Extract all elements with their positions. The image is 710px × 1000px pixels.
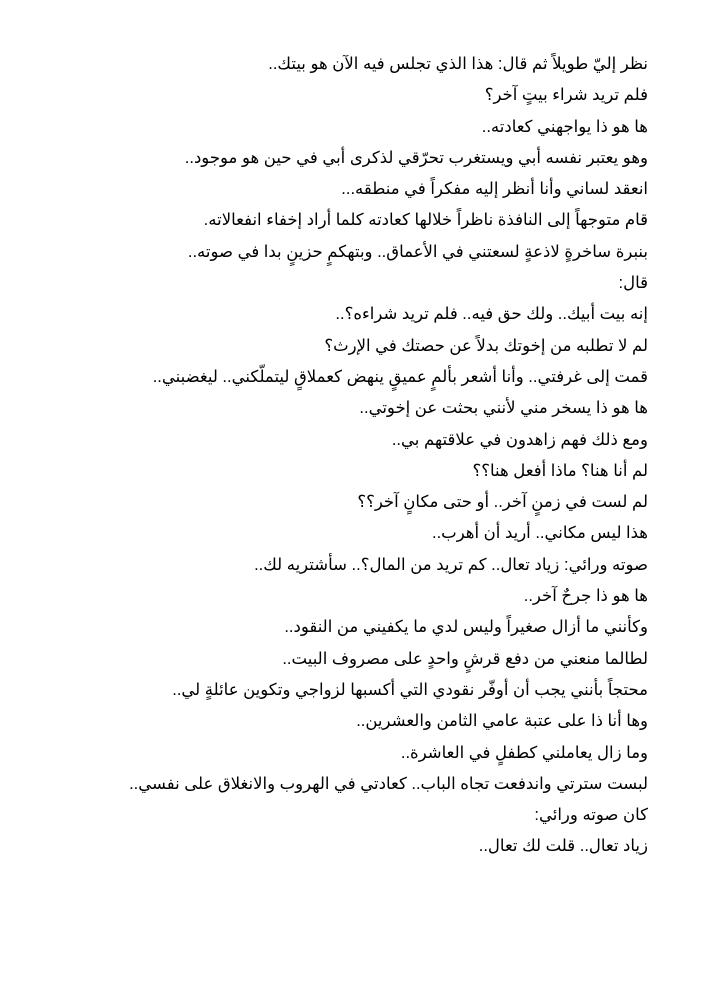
text-line: لم أنا هنا؟ ماذا أفعل هنا؟؟ bbox=[472, 461, 648, 480]
text-line: وما زال يعاملني كطفلٍ في العاشرة.. bbox=[400, 743, 648, 762]
text-line: وكأنني ما أزال صغيراً وليس لدي ما يكفيني من النقود.. bbox=[284, 618, 648, 637]
text-line: قمت إلى غرفتي.. وأنا أشعر بألمٍ عميقٍ ينهض كعملاقٍ ليتملّكني.. ليغضبني.. bbox=[152, 367, 648, 386]
text-line: ها هو ذا جرحٌ آخر.. bbox=[523, 587, 648, 606]
text-line: ومع ذلك فهم زاهدون في علاقتهم بي.. bbox=[391, 430, 648, 449]
text-line: انعقد لساني وأنا أنظر إليه مفكراً في منطقه... bbox=[341, 180, 648, 199]
text-line: صوته ورائي: زياد تعال.. كم تريد من المال؟.. سأشتريه لك.. bbox=[254, 555, 648, 574]
text-line: لبست سترتي واندفعت تجاه الباب.. كعادتي في الهروب والانغلاق على نفسي.. bbox=[129, 774, 648, 793]
text-line: لطالما منعني من دفع قرشٍ واحدٍ على مصروف البيت.. bbox=[282, 649, 648, 668]
text-line: وهو يعتبر نفسه أبي ويستغرب تحرّقي لذكرى أبي في حين هو موجود.. bbox=[184, 148, 648, 167]
text-line: إنه بيت أبيك.. ولك حق فيه.. فلم تريد شراءه؟.. bbox=[335, 305, 648, 324]
text-line: زياد تعال.. قلت لك تعال.. bbox=[478, 837, 648, 856]
text-line: قام متوجهاً إلى النافذة ناظراً خلالها كعادته كلما أراد إخفاء انفعالاته. bbox=[203, 211, 648, 230]
text-line: ها هو ذا يواجهني كعادته.. bbox=[481, 117, 648, 136]
text-line: ها هو ذا يسخر مني لأنني بحثت عن إخوتي.. bbox=[359, 399, 648, 418]
text-line: كان صوته ورائي: bbox=[534, 806, 648, 825]
text-line: فلم تريد شراء بيتٍ آخر؟ bbox=[484, 86, 648, 105]
text-line: لم لست في زمنٍ آخر.. أو حتى مكانٍ آخر؟؟ bbox=[357, 493, 648, 512]
text-line: نظر إليّ طويلاً ثم قال: هذا الذي تجلس فيه الآن هو بيتك.. bbox=[268, 55, 648, 73]
text-line: قال: bbox=[618, 274, 648, 293]
text-line: بنبرة ساخرةٍ لاذعةٍ لسعتني في الأعماق.. وبتهكمٍ حزينٍ بدا في صوته.. bbox=[187, 242, 648, 261]
text-line: محتجاً بأنني يجب أن أوفّر نقودي التي أكسبها لزواجي وتكوين عائلةٍ لي.. bbox=[172, 680, 648, 699]
text-line: لم لا تطلبه من إخوتك بدلاً عن حصتك في الإرث؟ bbox=[324, 336, 648, 355]
text-line: وها أنا ذا على عتبة عامي الثامن والعشرين.. bbox=[356, 712, 648, 731]
text-line: هذا ليس مكاني.. أريد أن أهرب.. bbox=[432, 524, 648, 543]
